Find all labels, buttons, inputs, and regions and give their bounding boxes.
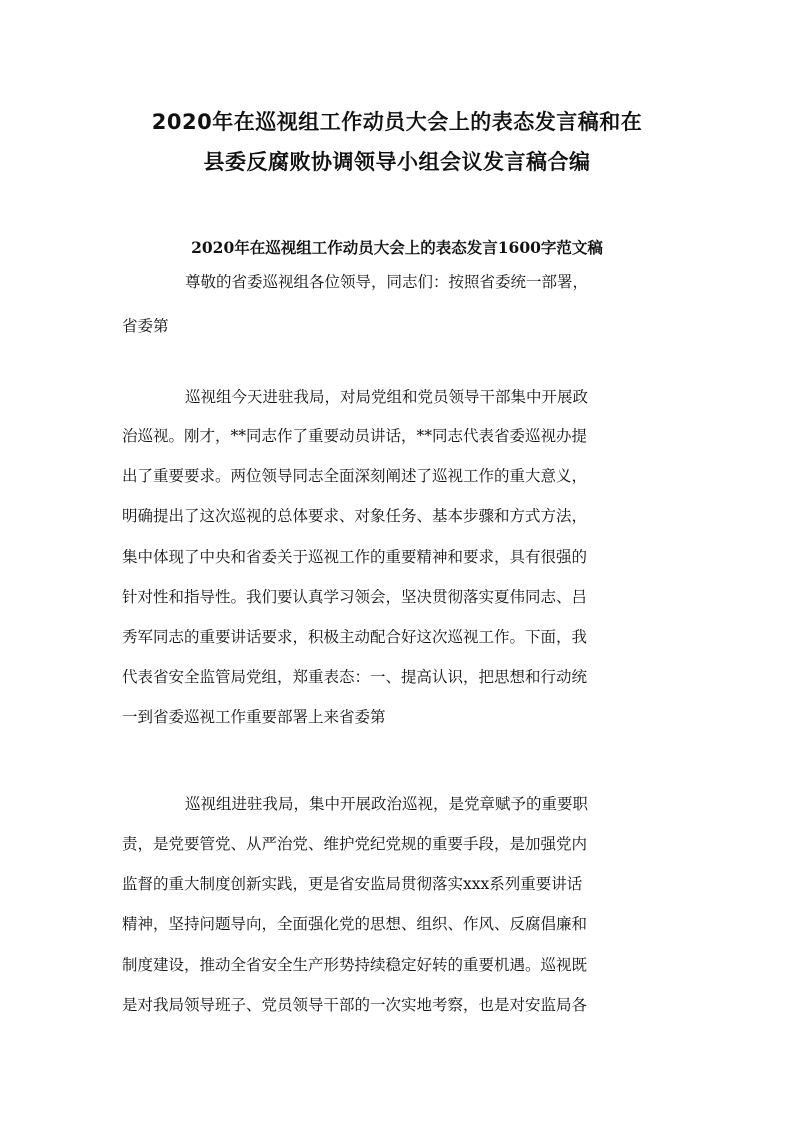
body-line: 一到省委巡视工作重要部署上来省委第 bbox=[122, 708, 386, 726]
body-line: 省委第 bbox=[122, 317, 169, 335]
body-line: 巡视组进驻我局，集中开展政治巡视，是党章赋予的重要职 bbox=[185, 795, 589, 813]
body-line: 代表省安全监管局党组，郑重表态：一、提高认识，把思想和行动统 bbox=[122, 668, 588, 686]
body-line: 集中体现了中央和省委关于巡视工作的重要精神和要求，具有很强的 bbox=[122, 548, 588, 566]
body-line: 制度建设，推动全省安全生产形势持续稳定好转的重要机遇。巡视既 bbox=[122, 956, 588, 974]
body-line: 秀军同志的重要讲话要求，积极主动配合好这次巡视工作。下面，我 bbox=[122, 628, 588, 646]
body-line: 明确提出了这次巡视的总体要求、对象任务、基本步骤和方式方法， bbox=[122, 507, 588, 525]
body-line: 出了重要要求。两位领导同志全面深刻阐述了巡视工作的重大意义， bbox=[122, 467, 588, 485]
body-line: 尊敬的省委巡视组各位领导，同志们：按照省委统一部署， bbox=[185, 273, 589, 291]
body-line: 巡视组今天进驻我局，对局党组和党员领导干部集中开展政 bbox=[185, 388, 589, 406]
body-line: 精神，坚持问题导向，全面强化党的思想、组织、作风、反腐倡廉和 bbox=[122, 915, 588, 933]
body-line: 针对性和指导性。我们要认真学习领会，坚决贯彻落实夏伟同志、吕 bbox=[122, 588, 588, 606]
body-line: 是对我局领导班子、党员领导干部的一次实地考察，也是对安监局各 bbox=[122, 996, 588, 1014]
body-line: 治巡视。刚才，**同志作了重要动员讲话，**同志代表省委巡视办提 bbox=[122, 427, 588, 445]
body-line: 责，是党要管党、从严治党、维护党纪党规的重要手段，是加强党内 bbox=[122, 835, 588, 853]
document-title-line-1: 2020年在巡视组工作动员大会上的表态发言稿和在 bbox=[151, 110, 643, 134]
section-subtitle: 2020年在巡视组工作动员大会上的表态发言1600字范文稿 bbox=[191, 238, 603, 257]
body-line: 监督的重大制度创新实践，更是省安监局贯彻落实xxx系列重要讲话 bbox=[122, 875, 583, 893]
document-title-line-2: 县委反腐败协调领导小组会议发言稿合编 bbox=[203, 150, 591, 174]
